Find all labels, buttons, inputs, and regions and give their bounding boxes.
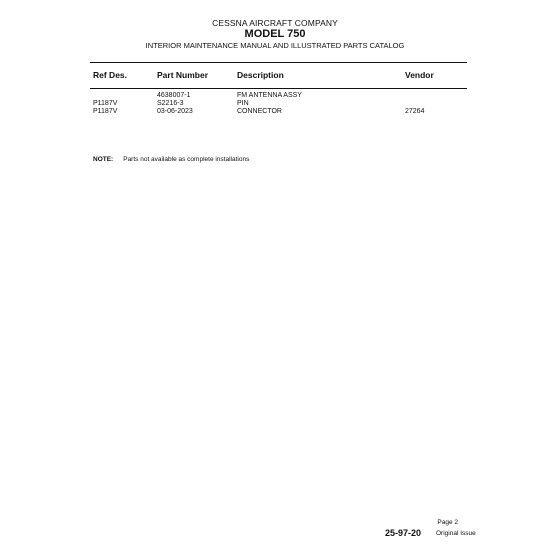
chapter-code: 25-97-20	[385, 528, 422, 538]
column-header-vendor: Vendor	[405, 70, 434, 80]
cell-description: CONNECTOR	[237, 108, 282, 115]
note-text: Parts not available as complete installations	[123, 156, 250, 163]
cell-description: FM ANTENNA ASSY	[237, 92, 302, 99]
cell-part-number: S2216-3	[157, 100, 184, 107]
cell-part-number: 4638007-1	[157, 92, 191, 99]
table-top-rule	[90, 62, 467, 63]
cell-description: PIN	[237, 100, 249, 107]
column-header-ref-des: Ref Des.	[93, 70, 128, 80]
column-header-description: Description	[237, 70, 284, 80]
table-row	[0, 108, 550, 116]
issue-status: Original Issue	[436, 530, 476, 537]
page-header	[0, 18, 550, 51]
cell-vendor: 27264	[405, 108, 425, 115]
manual-title: INTERIOR MAINTENANCE MANUAL AND ILLUSTRATED PARTS CATALOG	[145, 41, 405, 50]
model-title: MODEL 750	[244, 28, 306, 40]
cell-part-number: 03-06-2023	[157, 108, 193, 115]
page-number: Page 2	[437, 519, 458, 526]
table-row	[0, 92, 550, 100]
cell-ref-des: P1187V	[93, 108, 118, 115]
table-header-rule	[90, 88, 467, 89]
note-label: NOTE:	[93, 156, 114, 163]
cell-ref-des: P1187V	[93, 100, 118, 107]
column-header-part-number: Part Number	[157, 70, 209, 80]
parts-note	[93, 156, 249, 163]
table-row	[0, 100, 550, 108]
company-name: CESSNA AIRCRAFT COMPANY	[212, 18, 338, 28]
parts-table-body	[0, 92, 550, 116]
